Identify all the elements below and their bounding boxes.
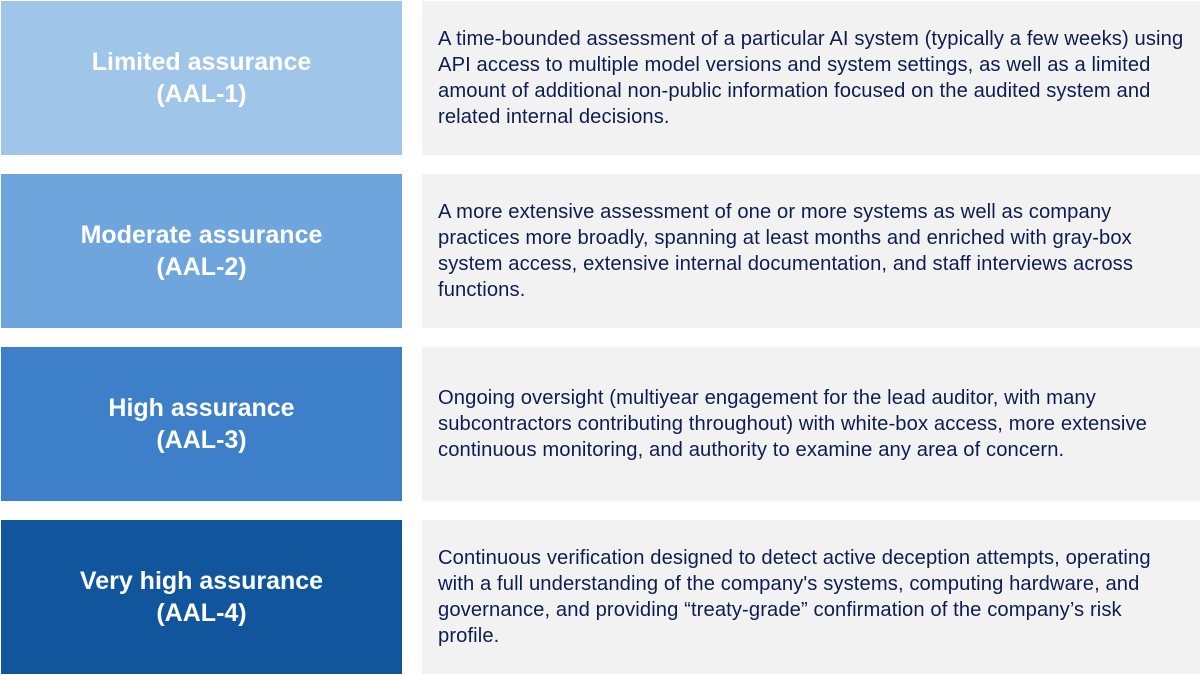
- tier-label-aal-4: [1, 520, 402, 674]
- tier-row-aal-4: [0, 520, 1200, 674]
- tier-description-text: A time-bounded assessment of a particular AI system (typically a few weeks) using API access to multiple model versions and system settings, as well as a limited amount of additional non-public information focused on the audited system and related internal decisions.: [438, 28, 1184, 128]
- tier-code: (AAL-1): [156, 80, 247, 108]
- tier-name: High assurance: [108, 394, 295, 422]
- tier-row-aal-3: [0, 347, 1200, 501]
- tier-label-aal-2: [1, 174, 402, 328]
- tier-description-aal-4: [422, 520, 1200, 674]
- tier-row-aal-2: [0, 174, 1200, 328]
- tier-description-text: A more extensive assessment of one or more systems as well as company practices more broadly, spanning at least months and enriched with gray-box system access, extensive internal documentation, and staff interviews across functions.: [438, 201, 1134, 301]
- tier-code: (AAL-4): [156, 599, 247, 627]
- tier-label-aal-3: [1, 347, 402, 501]
- tier-description-aal-3: [422, 347, 1200, 501]
- tier-description-text: Ongoing oversight (multiyear engagement for the lead auditor, with many subcontractors contributing throughout) with white-box access, more extensive continuous monitoring, and authority to examine any area of concern.: [438, 387, 1147, 461]
- tier-label-aal-1: [1, 1, 402, 155]
- tier-code: (AAL-2): [156, 253, 247, 281]
- tier-description-text: Continuous verification designed to detect active deception attempts, operating with a full understanding of the company's systems, computing hardware, and governance, and providing “treaty-grade” confirmation of the company’s risk profile.: [438, 547, 1151, 647]
- tier-name: Moderate assurance: [80, 221, 323, 249]
- tier-name: Very high assurance: [79, 567, 324, 595]
- tier-row-aal-1: [0, 1, 1200, 155]
- tier-description-aal-2: [422, 174, 1200, 328]
- tier-description-aal-1: [422, 1, 1200, 155]
- tier-code: (AAL-3): [156, 426, 247, 454]
- tier-name: Limited assurance: [91, 48, 312, 76]
